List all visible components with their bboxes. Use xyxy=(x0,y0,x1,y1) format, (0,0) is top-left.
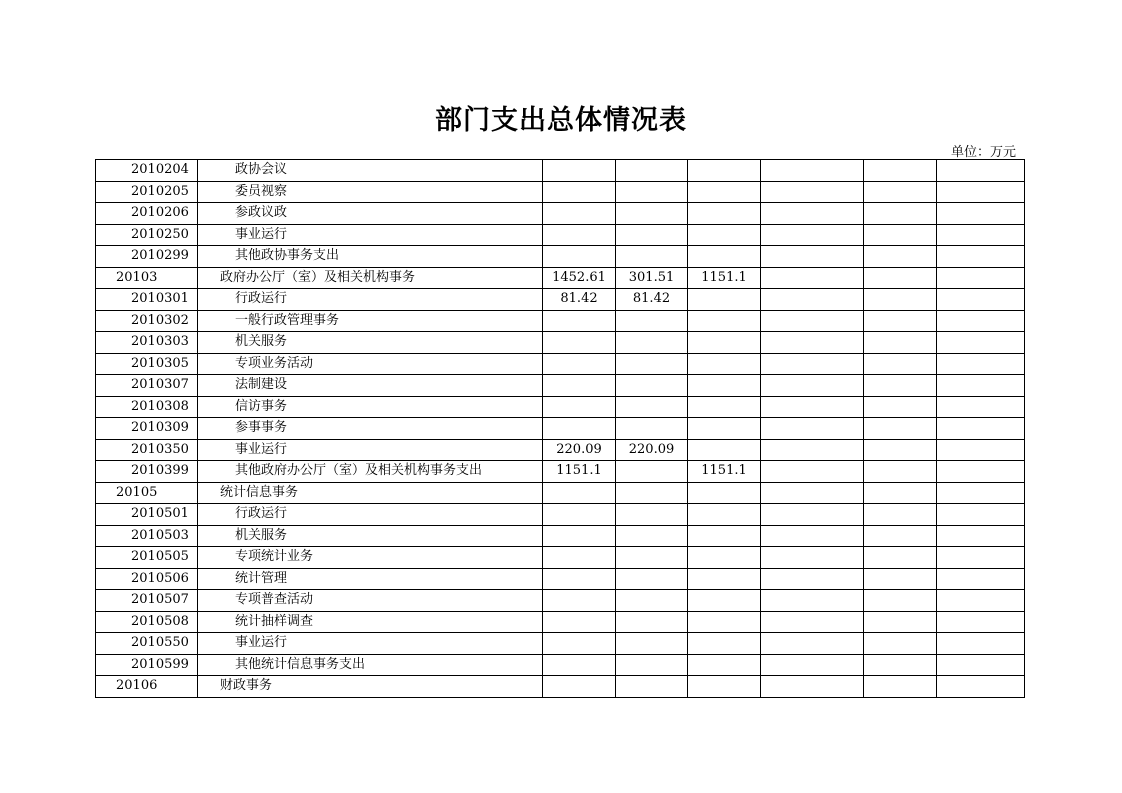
value-cell-3 xyxy=(688,353,761,375)
value-cell-3 xyxy=(688,439,761,461)
value-cell-4 xyxy=(761,547,864,569)
value-cell-5 xyxy=(864,224,937,246)
value-cell-5 xyxy=(864,289,937,311)
value-cell-3 xyxy=(688,160,761,182)
value-cell-1 xyxy=(543,654,616,676)
subject-name-cell: 行政运行 xyxy=(198,289,543,311)
value-cell-6 xyxy=(937,676,1025,698)
table-row xyxy=(96,375,1025,397)
value-cell-1: 220.09 xyxy=(543,439,616,461)
value-cell-5 xyxy=(864,160,937,182)
table-row xyxy=(96,267,1025,289)
table-row xyxy=(96,590,1025,612)
value-cell-3 xyxy=(688,568,761,590)
value-cell-1 xyxy=(543,547,616,569)
value-cell-1 xyxy=(543,332,616,354)
value-cell-1 xyxy=(543,504,616,526)
value-cell-3: 1151.1 xyxy=(688,461,761,483)
value-cell-1 xyxy=(543,375,616,397)
value-cell-5 xyxy=(864,418,937,440)
value-cell-2 xyxy=(616,504,688,526)
subject-name-cell: 事业运行 xyxy=(198,633,543,655)
subject-code-cell: 2010507 xyxy=(96,590,198,612)
value-cell-2 xyxy=(616,461,688,483)
value-cell-4 xyxy=(761,246,864,268)
value-cell-5 xyxy=(864,439,937,461)
value-cell-1: 1151.1 xyxy=(543,461,616,483)
subject-name-cell: 事业运行 xyxy=(198,224,543,246)
value-cell-3 xyxy=(688,396,761,418)
unit-label: 单位：万元 xyxy=(950,145,1016,160)
subject-code-cell: 2010399 xyxy=(96,461,198,483)
value-cell-1: 81.42 xyxy=(543,289,616,311)
subject-code-cell: 2010599 xyxy=(96,654,198,676)
value-cell-5 xyxy=(864,633,937,655)
table-row xyxy=(96,332,1025,354)
subject-name-cell: 其他政府办公厅（室）及相关机构事务支出 xyxy=(198,461,543,483)
value-cell-1 xyxy=(543,181,616,203)
subject-code-cell: 2010303 xyxy=(96,332,198,354)
value-cell-2 xyxy=(616,633,688,655)
value-cell-2 xyxy=(616,396,688,418)
value-cell-2 xyxy=(616,568,688,590)
subject-name-cell: 行政运行 xyxy=(198,504,543,526)
value-cell-2 xyxy=(616,224,688,246)
value-cell-2 xyxy=(616,418,688,440)
table-row xyxy=(96,418,1025,440)
page-title: 部门支出总体情况表 xyxy=(435,105,687,136)
value-cell-5 xyxy=(864,353,937,375)
subject-name-cell: 委员视察 xyxy=(198,181,543,203)
value-cell-4 xyxy=(761,160,864,182)
subject-name-cell: 专项统计业务 xyxy=(198,547,543,569)
value-cell-4 xyxy=(761,482,864,504)
value-cell-1 xyxy=(543,353,616,375)
value-cell-4 xyxy=(761,181,864,203)
subject-name-cell: 机关服务 xyxy=(198,332,543,354)
table-row xyxy=(96,289,1025,311)
subject-name-cell: 专项业务活动 xyxy=(198,353,543,375)
subject-code-cell: 2010501 xyxy=(96,504,198,526)
value-cell-3 xyxy=(688,418,761,440)
value-cell-4 xyxy=(761,289,864,311)
value-cell-4 xyxy=(761,332,864,354)
value-cell-3 xyxy=(688,676,761,698)
table-row xyxy=(96,525,1025,547)
value-cell-3 xyxy=(688,332,761,354)
value-cell-6 xyxy=(937,375,1025,397)
subject-code-cell: 2010302 xyxy=(96,310,198,332)
value-cell-3 xyxy=(688,611,761,633)
expenditure-table xyxy=(95,159,1025,698)
value-cell-6 xyxy=(937,203,1025,225)
value-cell-2 xyxy=(616,353,688,375)
value-cell-5 xyxy=(864,611,937,633)
table-row xyxy=(96,160,1025,182)
subject-name-cell: 一般行政管理事务 xyxy=(198,310,543,332)
value-cell-5 xyxy=(864,504,937,526)
subject-name-cell: 信访事务 xyxy=(198,396,543,418)
value-cell-6 xyxy=(937,246,1025,268)
value-cell-6 xyxy=(937,224,1025,246)
table-row xyxy=(96,181,1025,203)
value-cell-2: 301.51 xyxy=(616,267,688,289)
subject-code-cell: 2010308 xyxy=(96,396,198,418)
value-cell-2 xyxy=(616,332,688,354)
value-cell-6 xyxy=(937,418,1025,440)
value-cell-6 xyxy=(937,289,1025,311)
value-cell-2 xyxy=(616,246,688,268)
value-cell-6 xyxy=(937,267,1025,289)
value-cell-4 xyxy=(761,418,864,440)
value-cell-4 xyxy=(761,439,864,461)
value-cell-6 xyxy=(937,590,1025,612)
value-cell-6 xyxy=(937,547,1025,569)
table-row xyxy=(96,547,1025,569)
table-row xyxy=(96,396,1025,418)
table-row xyxy=(96,203,1025,225)
value-cell-1 xyxy=(543,590,616,612)
value-cell-5 xyxy=(864,375,937,397)
subject-code-cell: 2010508 xyxy=(96,611,198,633)
subject-name-cell: 事业运行 xyxy=(198,439,543,461)
value-cell-3 xyxy=(688,482,761,504)
value-cell-6 xyxy=(937,461,1025,483)
value-cell-1 xyxy=(543,418,616,440)
value-cell-6 xyxy=(937,611,1025,633)
value-cell-5 xyxy=(864,547,937,569)
value-cell-3 xyxy=(688,375,761,397)
value-cell-2 xyxy=(616,525,688,547)
value-cell-5 xyxy=(864,246,937,268)
value-cell-2: 220.09 xyxy=(616,439,688,461)
subject-code-cell: 2010503 xyxy=(96,525,198,547)
subject-code-cell: 20106 xyxy=(96,676,198,698)
subject-code-cell: 2010505 xyxy=(96,547,198,569)
value-cell-5 xyxy=(864,310,937,332)
table-row xyxy=(96,676,1025,698)
subject-code-cell: 20105 xyxy=(96,482,198,504)
table-row xyxy=(96,504,1025,526)
value-cell-3: 1151.1 xyxy=(688,267,761,289)
value-cell-4 xyxy=(761,654,864,676)
value-cell-6 xyxy=(937,396,1025,418)
value-cell-5 xyxy=(864,267,937,289)
value-cell-1 xyxy=(543,482,616,504)
value-cell-6 xyxy=(937,160,1025,182)
value-cell-4 xyxy=(761,568,864,590)
value-cell-2 xyxy=(616,160,688,182)
value-cell-1 xyxy=(543,246,616,268)
table-row xyxy=(96,461,1025,483)
value-cell-6 xyxy=(937,310,1025,332)
table-row xyxy=(96,310,1025,332)
subject-code-cell: 2010307 xyxy=(96,375,198,397)
value-cell-6 xyxy=(937,568,1025,590)
value-cell-4 xyxy=(761,224,864,246)
subject-code-cell: 2010204 xyxy=(96,160,198,182)
table-row xyxy=(96,482,1025,504)
value-cell-3 xyxy=(688,504,761,526)
value-cell-1 xyxy=(543,633,616,655)
value-cell-3 xyxy=(688,310,761,332)
subject-code-cell: 2010309 xyxy=(96,418,198,440)
value-cell-1 xyxy=(543,676,616,698)
table-row xyxy=(96,353,1025,375)
table-row xyxy=(96,224,1025,246)
value-cell-4 xyxy=(761,203,864,225)
value-cell-5 xyxy=(864,396,937,418)
table-row xyxy=(96,654,1025,676)
subject-code-cell: 2010301 xyxy=(96,289,198,311)
value-cell-2 xyxy=(616,611,688,633)
value-cell-6 xyxy=(937,525,1025,547)
subject-name-cell: 其他政协事务支出 xyxy=(198,246,543,268)
value-cell-1 xyxy=(543,224,616,246)
subject-code-cell: 2010205 xyxy=(96,181,198,203)
value-cell-4 xyxy=(761,375,864,397)
value-cell-6 xyxy=(937,181,1025,203)
subject-name-cell: 参政议政 xyxy=(198,203,543,225)
table-row xyxy=(96,568,1025,590)
value-cell-2 xyxy=(616,181,688,203)
value-cell-3 xyxy=(688,181,761,203)
value-cell-5 xyxy=(864,525,937,547)
subject-name-cell: 政府办公厅（室）及相关机构事务 xyxy=(198,267,543,289)
value-cell-6 xyxy=(937,353,1025,375)
value-cell-1 xyxy=(543,203,616,225)
value-cell-3 xyxy=(688,289,761,311)
value-cell-4 xyxy=(761,310,864,332)
value-cell-4 xyxy=(761,461,864,483)
value-cell-2 xyxy=(616,590,688,612)
value-cell-5 xyxy=(864,654,937,676)
subject-name-cell: 统计信息事务 xyxy=(198,482,543,504)
subject-name-cell: 专项普查活动 xyxy=(198,590,543,612)
value-cell-1 xyxy=(543,568,616,590)
value-cell-1 xyxy=(543,160,616,182)
value-cell-4 xyxy=(761,590,864,612)
value-cell-3 xyxy=(688,590,761,612)
table-row xyxy=(96,246,1025,268)
subject-code-cell: 2010206 xyxy=(96,203,198,225)
value-cell-2: 81.42 xyxy=(616,289,688,311)
value-cell-4 xyxy=(761,633,864,655)
value-cell-2 xyxy=(616,375,688,397)
value-cell-6 xyxy=(937,439,1025,461)
value-cell-3 xyxy=(688,203,761,225)
value-cell-3 xyxy=(688,633,761,655)
subject-name-cell: 其他统计信息事务支出 xyxy=(198,654,543,676)
subject-name-cell: 政协会议 xyxy=(198,160,543,182)
subject-code-cell: 2010350 xyxy=(96,439,198,461)
value-cell-1 xyxy=(543,611,616,633)
subject-code-cell: 2010305 xyxy=(96,353,198,375)
value-cell-4 xyxy=(761,353,864,375)
value-cell-6 xyxy=(937,482,1025,504)
value-cell-6 xyxy=(937,504,1025,526)
subject-code-cell: 2010299 xyxy=(96,246,198,268)
value-cell-2 xyxy=(616,310,688,332)
value-cell-2 xyxy=(616,654,688,676)
value-cell-2 xyxy=(616,482,688,504)
subject-name-cell: 机关服务 xyxy=(198,525,543,547)
value-cell-3 xyxy=(688,224,761,246)
table-row xyxy=(96,439,1025,461)
value-cell-6 xyxy=(937,332,1025,354)
subject-code-cell: 20103 xyxy=(96,267,198,289)
value-cell-3 xyxy=(688,246,761,268)
value-cell-5 xyxy=(864,181,937,203)
value-cell-3 xyxy=(688,654,761,676)
subject-name-cell: 法制建设 xyxy=(198,375,543,397)
value-cell-1: 1452.61 xyxy=(543,267,616,289)
subject-code-cell: 2010550 xyxy=(96,633,198,655)
subject-name-cell: 统计抽样调查 xyxy=(198,611,543,633)
value-cell-5 xyxy=(864,676,937,698)
table-row xyxy=(96,611,1025,633)
value-cell-1 xyxy=(543,525,616,547)
value-cell-5 xyxy=(864,461,937,483)
value-cell-4 xyxy=(761,396,864,418)
value-cell-4 xyxy=(761,504,864,526)
value-cell-2 xyxy=(616,547,688,569)
value-cell-5 xyxy=(864,332,937,354)
subject-code-cell: 2010250 xyxy=(96,224,198,246)
value-cell-1 xyxy=(543,310,616,332)
table-body xyxy=(96,160,1025,698)
value-cell-4 xyxy=(761,676,864,698)
value-cell-4 xyxy=(761,611,864,633)
value-cell-6 xyxy=(937,654,1025,676)
value-cell-3 xyxy=(688,525,761,547)
value-cell-3 xyxy=(688,547,761,569)
value-cell-6 xyxy=(937,633,1025,655)
value-cell-5 xyxy=(864,203,937,225)
subject-name-cell: 财政事务 xyxy=(198,676,543,698)
value-cell-2 xyxy=(616,676,688,698)
value-cell-1 xyxy=(543,396,616,418)
value-cell-4 xyxy=(761,525,864,547)
value-cell-2 xyxy=(616,203,688,225)
value-cell-5 xyxy=(864,568,937,590)
value-cell-5 xyxy=(864,482,937,504)
subject-code-cell: 2010506 xyxy=(96,568,198,590)
value-cell-4 xyxy=(761,267,864,289)
subject-name-cell: 统计管理 xyxy=(198,568,543,590)
table-row xyxy=(96,633,1025,655)
value-cell-5 xyxy=(864,590,937,612)
subject-name-cell: 参事事务 xyxy=(198,418,543,440)
